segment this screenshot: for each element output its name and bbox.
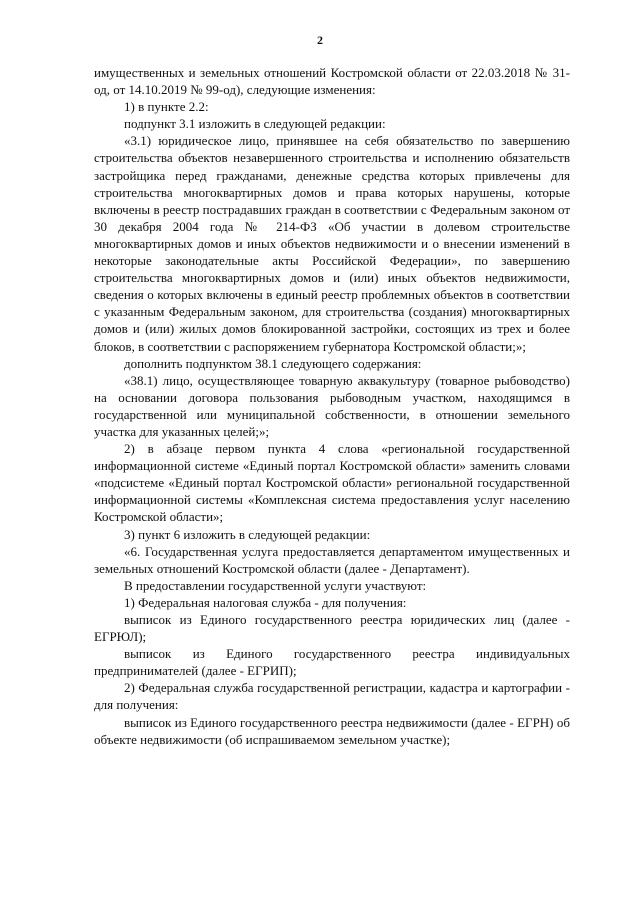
paragraph: дополнить подпунктом 38.1 следующего содержания: xyxy=(124,355,422,371)
page-number: 2 xyxy=(317,33,323,47)
paragraph: имущественных и земельных отношений Костромской области от 22.03.2018 № 31-од, от 14.10.2019 № 99-од), следующие изменения: xyxy=(94,65,570,98)
paragraph: подпункт 3.1 изложить в следующей редакции: xyxy=(124,116,386,132)
paragraph: 2) в абзаце первом пункта 4 слова «региональной государственной информационной системе «Единый портал Костромской области» заменить словами «подсистеме «Единый портал Костромской области» региональной государственной информационной системы «Комплексная система предоставления услуг населению Костромской области»; xyxy=(94,441,570,525)
paragraph: 1) в пункте 2.2: xyxy=(124,99,209,115)
paragraph: «38.1) лицо, осуществляющее товарную аквакультуру (товарное рыбоводство) на основании договора пользования рыбоводным участком, находящимся в государственной или муниципальной собственности, в отношении земельного участка для указанных целей;»; xyxy=(94,372,570,439)
paragraph: выписок из Единого государственного реестра индивидуальных предпринимателей (далее - ЕГРИП); xyxy=(94,646,570,679)
paragraph: 2) Федеральная служба государственной регистрации, кадастра и картографии - для получения: xyxy=(94,680,570,713)
document-body xyxy=(94,64,570,748)
paragraph: 1) Федеральная налоговая служба - для получения: xyxy=(124,594,407,610)
paragraph: 3) пункт 6 изложить в следующей редакции: xyxy=(124,526,371,542)
paragraph: «3.1) юридическое лицо, принявшее на себя обязательство по завершению строительства объектов незавершенного строительства и исполнению обязательств застройщика перед гражданами, денежные средства которых привлечены для строительства многоквартирных домов и права которых нарушены, которые включены в реестр пострадавших граждан в соответствии с Федеральным законом от 30 декабря 2004 года № 214-ФЗ «Об участии в долевом строительстве многоквартирных домов и иных объектов недвижимости и о внесении изменений в некоторые законодательные акты Российской Федерации», по завершению строительства многоквартирных домов и (или) иных объектов недвижимости, сведения о которых включены в единый реестр проблемных объектов в соответствии с указанным Федеральным законом, для строительства (создания) многоквартирных домов и (или) жилых домов блокированной застройки, состоящих из трех и более блоков, в соответствии с распоряжением губернатора Костромской области;»; xyxy=(94,133,570,354)
paragraph: В предоставлении государственной услуги участвуют: xyxy=(124,577,427,593)
paragraph: выписок из Единого государственного реестра недвижимости (далее - ЕГРН) об объекте недвижимости (об испрашиваемом земельном участке); xyxy=(94,714,570,747)
paragraph: выписок из Единого государственного реестра юридических лиц (далее - ЕГРЮЛ); xyxy=(94,612,570,645)
paragraph: «6. Государственная услуга предоставляется департаментом имущественных и земельных отношений Костромской области (далее - Департамент). xyxy=(94,543,570,576)
